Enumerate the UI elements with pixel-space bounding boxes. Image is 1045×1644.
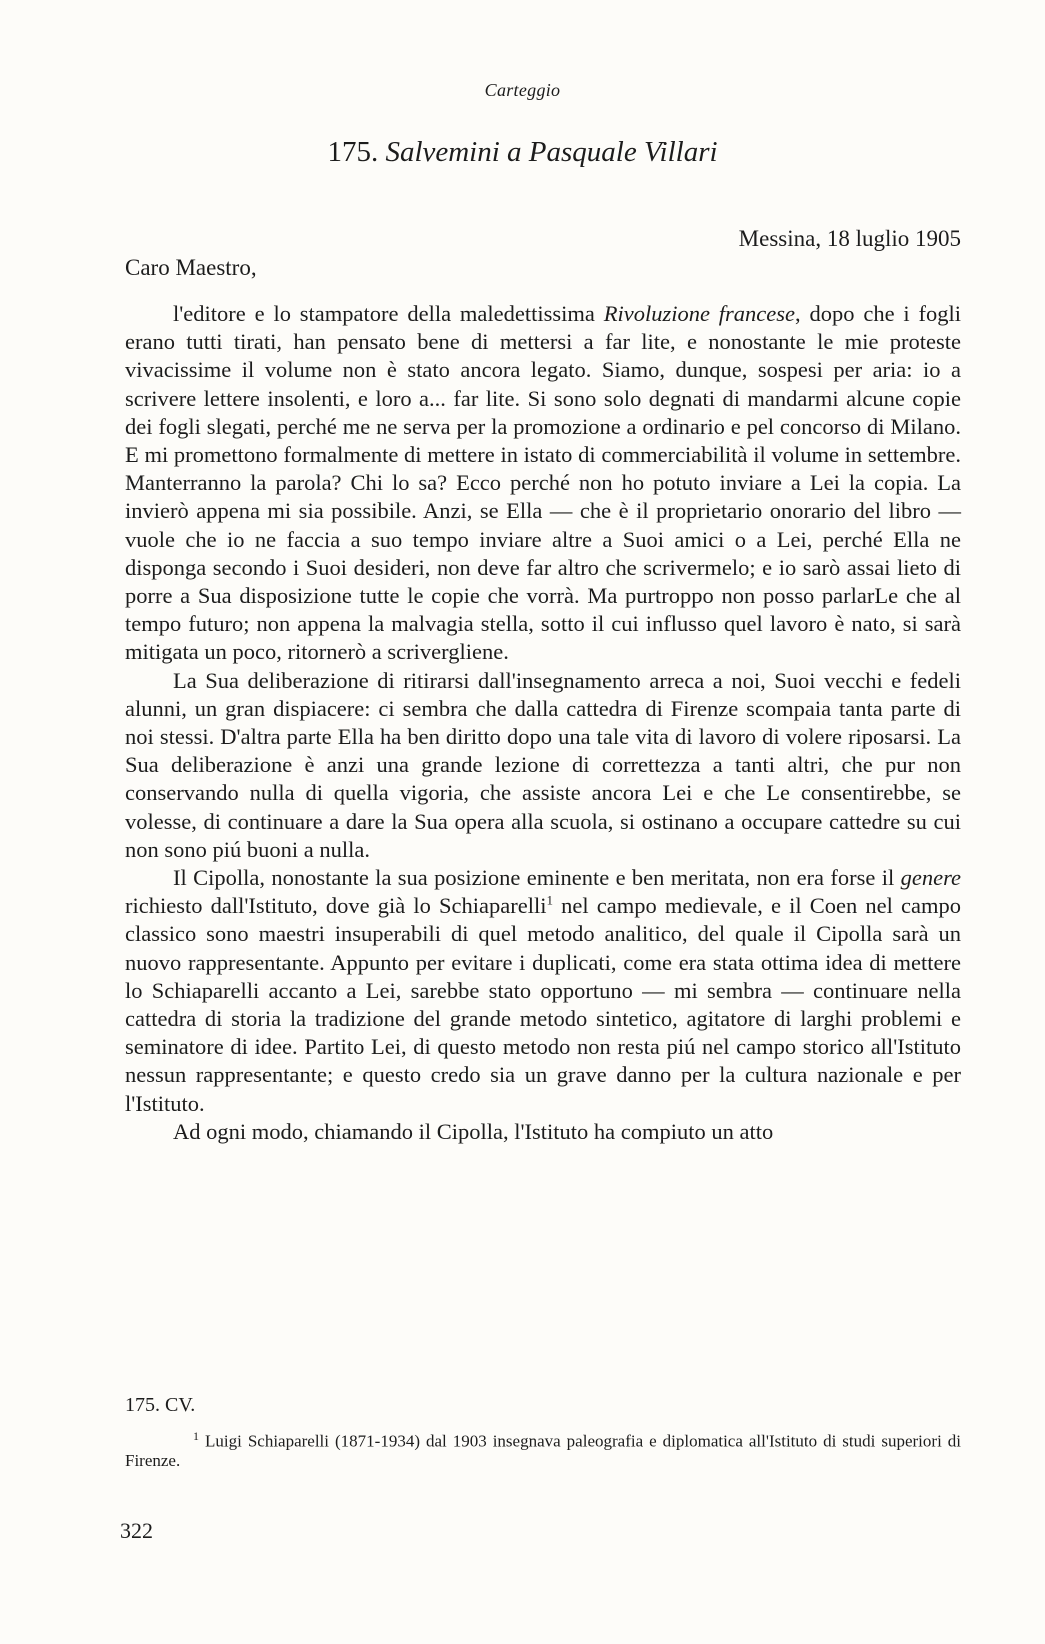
footnote-marker[interactable]: 1 xyxy=(546,892,553,908)
running-head: Carteggio xyxy=(484,80,561,100)
footnotes xyxy=(125,1396,961,1470)
paragraph-2: La Sua deliberazione di ritirarsi dall'insegnamento arreca a noi, Suoi vecchi e fedeli alunni, un gran dispiacere: ci sembra che dalla cattedra di Firenze scompaia tanta parte di noi stessi. D'altra parte Ella ha ben diritto dopo una tale vita di lavoro di volere riposarsi. La Sua deliberazione è anzi una grande lezione di correttezza a tanti altri, che pur non conservando nulla di quella vigoria, che assiste ancora Lei e che Le consentirebbe, se volesse, di continuare a dare la Sua opera alla scuola, si ostinano a occupare cattedre su cui non sono piú buoni a nulla. xyxy=(125,667,961,862)
footnote-number: 1 xyxy=(193,1429,199,1443)
dateline: Messina, 18 luglio 1905 xyxy=(738,226,961,251)
genere-italic: genere xyxy=(900,865,961,891)
letter-body xyxy=(125,300,961,1146)
paragraph-1: l'editore e lo stampatore della maledettissima Rivoluzione francese, dopo che i fogli erano tutti tirati, han pensato bene di mettersi a far lite, e nonostante le mie proteste vivacissime il volume non è stato ancora legato. Siamo, dunque, sospesi per aria: io a scrivere lettere insolenti, e loro a... far lite. Si sono solo degnati di mandarmi alcune copie dei fogli slegati, perché me ne serva per la promozione a ordinario e pel concorso di Milano. E mi promettono formalmente di mettere in istato di commerciabilità il volume in settembre. Manterranno la parola? Chi lo sa? Ecco perché non ho potuto inviare a Lei la copia. La invierò appena mi sia possibile. Anzi, se Ella — che è il proprietario onorario del libro — vuole che io ne faccia a suo tempo inviare altre a Suoi amici o a Lei, perché Ella ne disponga secondo i Suoi desideri, non deve far altro che scrivermelo; e io sarò assai lieto di porre a Sua disposizione tutte le copie che vorrà. Ma purtroppo non posso parlarLe che al tempo futuro; non appena la malvagia stella, sotto il cui influsso quel lavoro è nato, si sarà mitigata un poco, ritornerò a scrivergliene. xyxy=(125,301,961,665)
footnote-1: $^1$ Luigi Schiaparelli (1871-1934) dal 1903 insegnava paleografia e diplomatica all'Istituto di studi superiori di Firenze. xyxy=(125,1429,961,1470)
page-number: 322 xyxy=(120,1518,153,1543)
paragraph-4: Ad ogni modo, chiamando il Cipolla, l'Istituto ha compiuto un atto xyxy=(173,1118,774,1144)
paragraph-3: Il Cipolla, nonostante la sua posizione eminente e ben meritata, non era forse il genere richiesto dall'Istituto, dove già lo Schiaparelli$^1$ nel campo medievale, e il Coen nel campo classico sono maestri insuperabili di quel metodo analitico, del quale il Cipolla sarà un nuovo rappresentante. Appunto per evitare i duplicati, come era stata ottima idea di mettere lo Schiaparelli accanto a Lei, sarebbe stato opportuno — mi sembra — continuare nella cattedra di storia la tradizione del grande metodo sintetico, agitatore di larghi problemi e seminatore di idee. Partito Lei, di questo metodo non resta piú nel campo storico all'Istituto nessun rappresentante; e questo credo sia un grave danno per la cultura nazionale e per l'Istituto. xyxy=(125,865,961,1116)
salutation: Caro Maestro, xyxy=(125,255,257,280)
letter-heading: Salvemini a Pasquale Villari xyxy=(385,136,718,168)
source-reference: 175. CV. xyxy=(125,1394,196,1416)
book-title-italic: Rivoluzione francese xyxy=(603,301,796,326)
letter-number: 175. xyxy=(327,136,379,168)
letter-title xyxy=(0,136,1045,169)
